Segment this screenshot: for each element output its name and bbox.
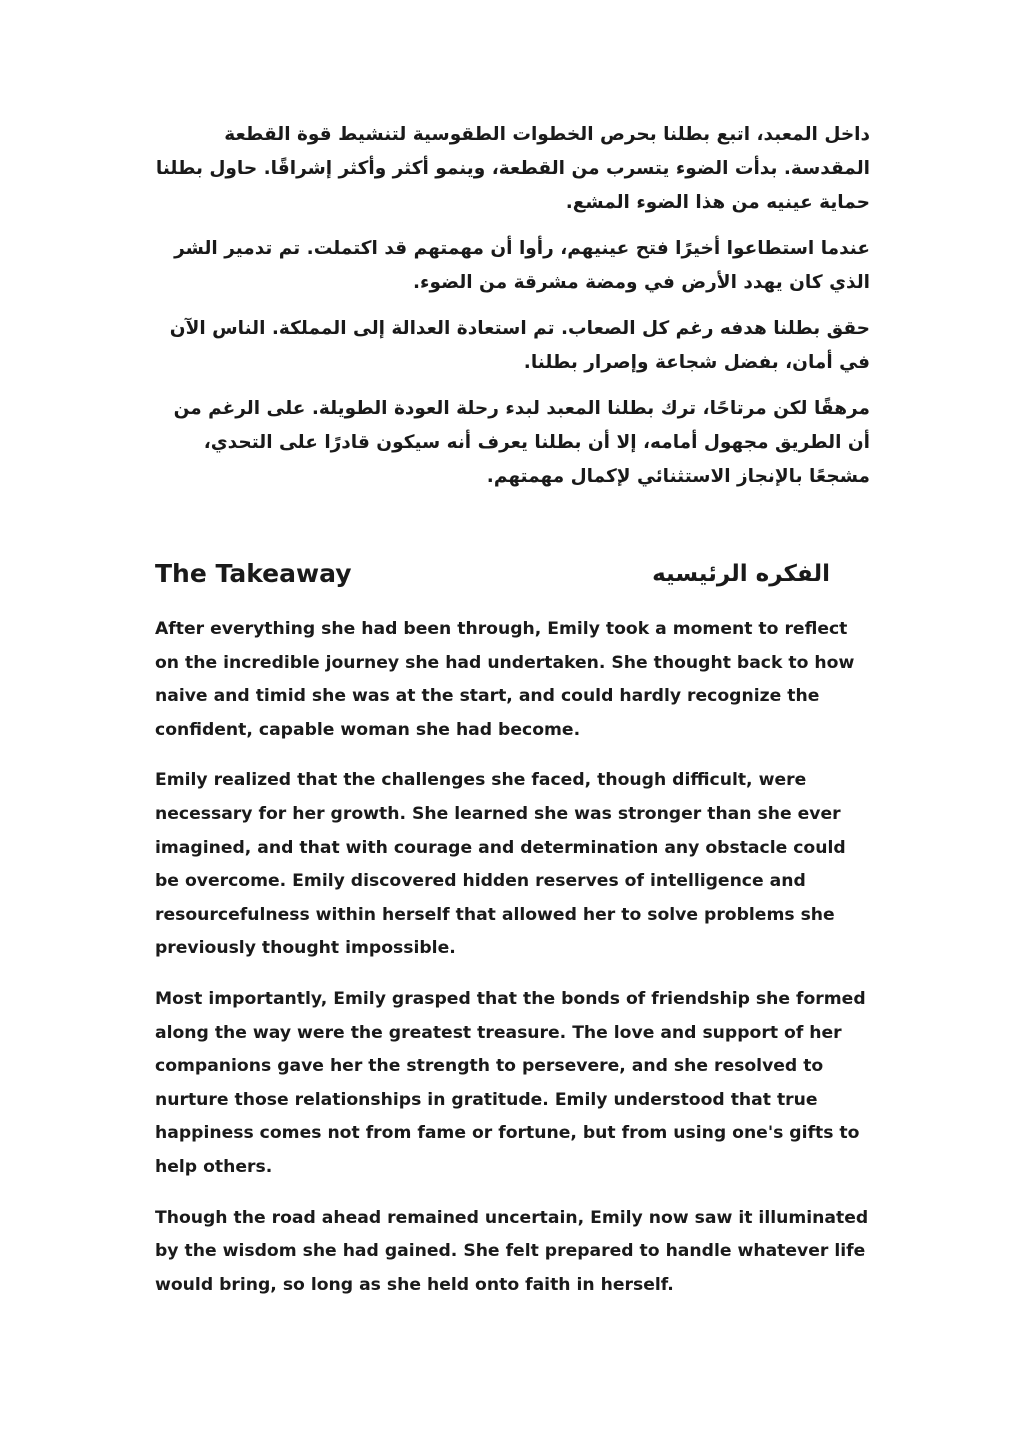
english-paragraph-1: After everything she had been through, Emily took a moment to reflect on the incredible journey she had undertaken. She thought back to how naive and timid she was at the start, and could hardly recognize the confident, capable woman she had become. (155, 619, 855, 740)
arabic-paragraph-1: داخل المعبد، اتبع بطلنا بحرص الخطوات الطقوسية لتنشيط قوة القطعة المقدسة. بدأت الضوء يتسرب من القطعة، وينمو أكثر وأكثر إشراقًا. حاول بطلنا حماية عينيه من هذا الضوء المشع. (155, 124, 870, 213)
heading-english: The Takeaway (155, 559, 352, 588)
section-heading (155, 552, 830, 596)
arabic-paragraph-4: مرهقًا لكن مرتاحًا، ترك بطلنا المعبد لبدء رحلة العودة الطويلة. على الرغم من أن الطريق مجهول أمامه، إلا أن بطلنا يعرف أنه سيكون قادرًا على التحدي، مشجعًا بالإنجاز الاستثنائي لإكمال مهمتهم. (173, 398, 870, 487)
english-takeaway-section (155, 613, 873, 1319)
heading-arabic: الفكره الرئيسيه (652, 561, 830, 587)
arabic-story-section (150, 118, 870, 506)
arabic-paragraph-3: حقق بطلنا هدفه رغم كل الصعاب. تم استعادة العدالة إلى المملكة. الناس الآن في أمان، بفضل شجاعة وإصرار بطلنا. (169, 318, 870, 373)
english-paragraph-2: Emily realized that the challenges she faced, though difficult, were necessary for her growth. She learned she was stronger than she ever imagined, and that with courage and determination any obstacle could be overcome. Emily discovered hidden reserves of intelligence and resourcefulness within herself that allowed her to solve problems she previously thought impossible. (155, 770, 846, 959)
english-paragraph-3: Most importantly, Emily grasped that the bonds of friendship she formed along the way were the greatest treasure. The love and support of her companions gave her the strength to persevere, and she resolved to nurture those relationships in gratitude. Emily understood that true happiness comes not from fame or fortune, but from using one's gifts to help others. (155, 988, 866, 1177)
arabic-paragraph-2: عندما استطاعوا أخيرًا فتح عينيهم، رأوا أن مهمتهم قد اكتملت. تم تدمير الشر الذي كان يهدد الأرض في ومضة مشرقة من الضوء. (174, 238, 870, 293)
english-paragraph-4: Though the road ahead remained uncertain, Emily now saw it illuminated by the wisdom she had gained. She felt prepared to handle whatever life would bring, so long as she held onto faith in herself. (155, 1207, 869, 1295)
